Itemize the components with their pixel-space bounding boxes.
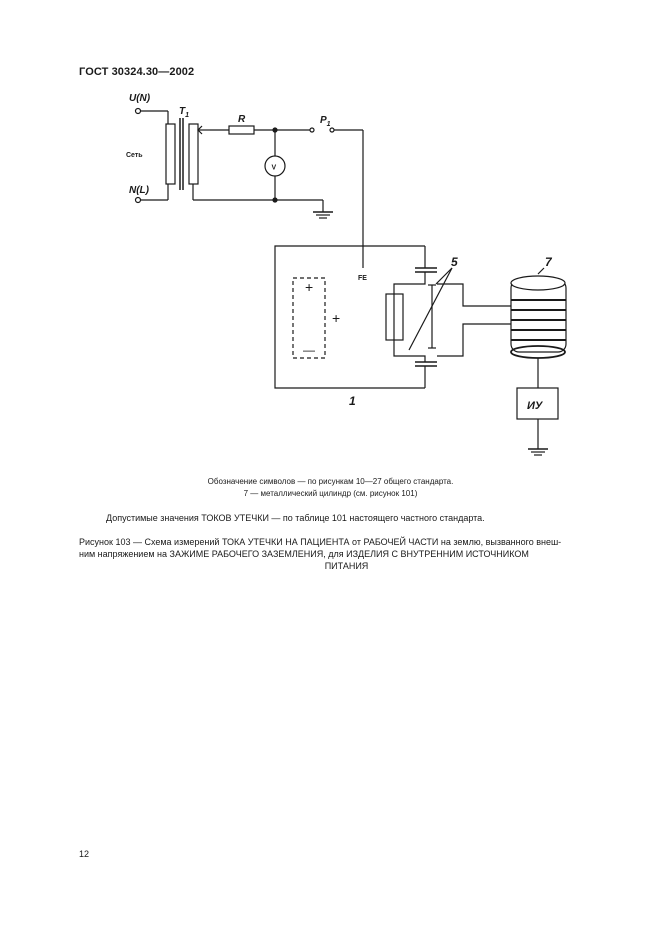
resistor-r (210, 126, 310, 134)
label-n-l: N(L) (129, 185, 149, 196)
battery-side-plus: + (332, 310, 341, 326)
label-mains: Сеть (126, 152, 143, 159)
label-voltmeter: V (271, 164, 277, 172)
ground-line (193, 198, 333, 218)
metal-cylinder (511, 268, 566, 388)
label-iu: ИУ (527, 400, 543, 412)
label-1: 1 (349, 394, 356, 408)
document-header: ГОСТ 30324.30—2002 (79, 66, 195, 78)
legend-line-1: Обозначение символов — по рисункам 10—27 общего стандарта. (207, 477, 454, 486)
label-7: 7 (545, 255, 552, 269)
label-p1: $P_1$ (320, 115, 331, 128)
label-5: 5 (451, 255, 458, 269)
label-u-n: U(N) (129, 93, 151, 104)
legend-line-2: 7 — металлический цилиндр (см. рисунок 101) (243, 489, 418, 498)
switch-p1 (310, 128, 363, 268)
label-fe: FE (358, 275, 367, 282)
permissible-values-note: Допустимые значения ТОКОВ УТЕЧКИ — по таблице 101 настоящего частного стандарта. (106, 513, 485, 523)
battery-plus: + (305, 279, 314, 295)
caption-line-1: Рисунок 103 — Схема измерений ТОКА УТЕЧКИ НА ПАЦИЕНТА от РАБОЧЕЙ ЧАСТИ на землю, вызванного внеш- (79, 537, 562, 547)
caption-line-2: ним напряжением на ЗАЖИМЕ РАБОЧЕГО ЗАЗЕМЛЕНИЯ, для ИЗДЕЛИЯ С ВНУТРЕННИМ ИСТОЧНИКОМ (79, 549, 529, 559)
battery-minus: — (303, 343, 315, 357)
figure-caption (79, 536, 614, 572)
measuring-device (517, 388, 558, 455)
label-t1: $T_1$ (179, 106, 190, 119)
page-number: 12 (79, 849, 90, 859)
caption-line-3: ПИТАНИЯ (324, 561, 369, 571)
label-r: R (238, 114, 246, 125)
applied-part-circuit (386, 268, 511, 366)
transformer-t1 (166, 111, 210, 200)
